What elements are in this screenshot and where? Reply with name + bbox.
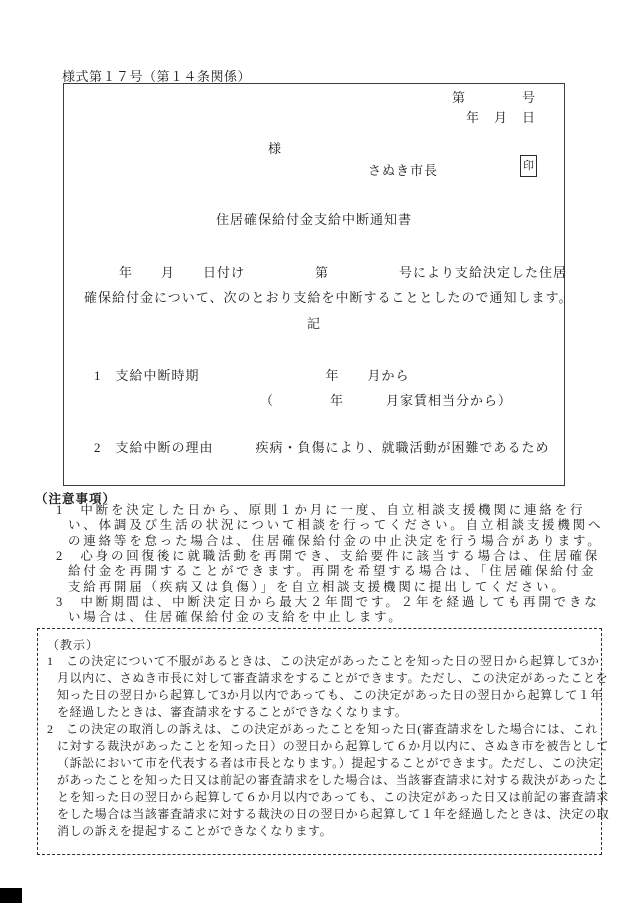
- ki-separator: 記: [306, 316, 321, 331]
- kyoji-line: に対する裁決があったことを知った日）の翌日から起算して６か月以内に、さぬき市を被告として: [57, 739, 610, 753]
- kyoji-line: 2 この決定の取消しの訴えは、この決定があったことを知った日(審査請求をした場合には、これ: [47, 722, 598, 736]
- notice-title: 住居確保給付金支給中断通知書: [215, 212, 412, 227]
- note-line: 給付金を再開することができます。再開を希望する場合は、「住居確保給付金: [68, 564, 597, 579]
- notes-section: [0, 503, 630, 626]
- kyoji-line: をした場合は当該審査請求に対する裁決の日の翌日から起算して１年を経過したときは、決定の取: [57, 807, 610, 821]
- legal-notice-heading: （教示）: [47, 638, 100, 652]
- kyoji-item: [38, 721, 610, 840]
- note-item: [0, 549, 630, 595]
- kyoji-line: 知った日の翌日から起算して3か月以内であっても、この決定があった日の翌日から起算して１年: [57, 688, 603, 702]
- kyoji-line: とを知った日の翌日から起算して６か月以内であっても、この決定があった日又は前記の審査請求: [57, 790, 609, 804]
- note-line: い場合は、住居確保給付金の支給を中止します。: [68, 610, 404, 625]
- note-line: 3 中断期間は、中断決定日から最大２年間です。２年を経過しても再開できな: [56, 595, 600, 610]
- note-line: 2 心身の回復後に就職活動を再開でき、支給要件に該当する場合は、住居確保: [56, 549, 601, 564]
- body-paragraph-line-1: 年 月 日付け 第 号により支給決定した住居: [119, 265, 568, 280]
- kyoji-item: [38, 653, 609, 721]
- date-line: 年 月 日: [465, 110, 536, 125]
- note-item: [0, 595, 630, 626]
- note-line: の連絡等を怠った場合は、住居確保給付金の中止決定を行う場合があります。: [68, 533, 603, 548]
- kyoji-line: を経過したときは、審査請求をすることができなくなります。: [57, 705, 408, 719]
- notes-heading: （注意事項）: [35, 492, 117, 506]
- scan-corner-mark: [0, 888, 22, 903]
- recipient-suffix: 様: [268, 141, 283, 156]
- suspension-reason-line: 2 支給中断の理由 疾病・負傷により、就職活動が困難であるため: [94, 440, 550, 455]
- sender-name: さぬき市長: [368, 163, 439, 178]
- notice-box: [63, 83, 573, 486]
- document-number-line: 第 号: [451, 90, 536, 105]
- kyoji-line: 1 この決定について不服があるときは、この決定があったことを知った日の翌日から起算して3か: [47, 654, 600, 668]
- kyoji-line: があったことを知った日又は前記の審査請求をした場合は、当該審査請求に対する裁決があったこ: [57, 773, 609, 787]
- legal-notice-body: [38, 653, 610, 840]
- note-line: い、体調及び生活の状況について相談を行ってください。自立相談支援機関へ: [68, 518, 604, 533]
- legal-notice-box: [37, 628, 610, 855]
- form-number-label: 様式第１７号（第１４条関係）: [62, 69, 252, 84]
- suspension-period-sub-line: （ 年 月家賃相当分から）: [260, 393, 513, 408]
- kyoji-line: 消しの訴えを提起することができなくなります。: [57, 824, 333, 838]
- note-line: 支給再開届（疾病又は負傷）」を自立相談支援機関に提出してください。: [68, 579, 567, 594]
- kyoji-line: 月以内に、さぬき市長に対して審査請求をすることができます。ただし、この決定があったことを: [57, 671, 609, 685]
- body-paragraph-line-2: 確保給付金について、次のとおり支給を中断することとしたので通知します。: [84, 290, 573, 305]
- suspension-period-line: 1 支給中断時期 年 月から: [94, 368, 410, 383]
- note-item: [0, 503, 630, 549]
- note-line: 1 中断を決定した日から、原則１か月に一度、自立相談支援機関に連絡を行: [56, 503, 586, 517]
- kyoji-line: （訴訟において市を代表する者は市長となります。）提起することができます。ただし、この決定: [57, 756, 602, 770]
- seal-stamp: 印: [520, 155, 537, 177]
